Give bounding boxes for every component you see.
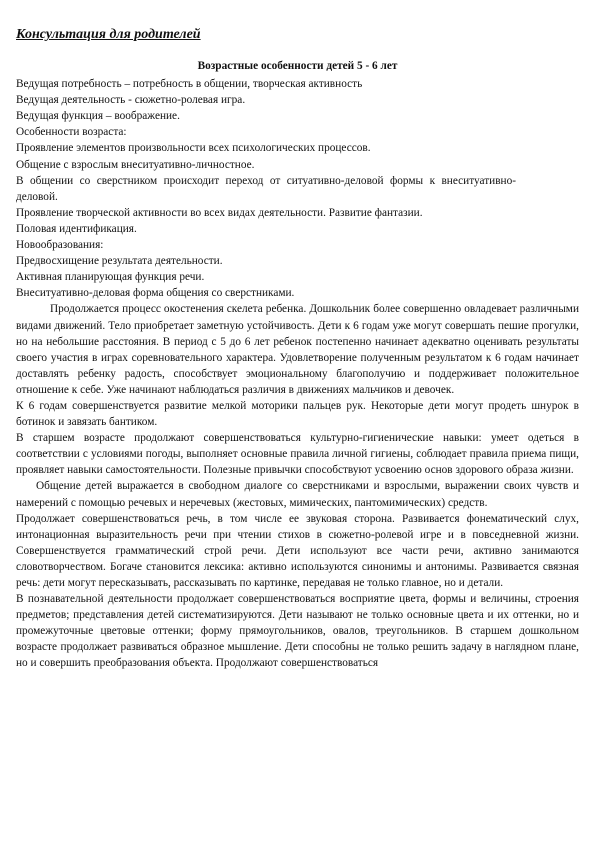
text-line: Предвосхищение результата деятельности. [16, 255, 223, 268]
text-line: Особенности возраста: [16, 126, 127, 139]
body-paragraph: К 6 годам совершенствуется развитие мелкой моторики пальцев рук. Некоторые дети могут продеть шнурок в ботинок и завязать бантиком. [16, 399, 579, 429]
section-heading: Возрастные особенности детей 5 - 6 лет [197, 60, 398, 72]
text-line: Активная планирующая функция речи. [16, 271, 205, 284]
text-line: Новообразования: [16, 239, 104, 252]
body-paragraph: Общение детей выражается в свободном диалоге со сверстниками и взрослыми, выражении своих чувств и намерений с помощью речевых и неречевых (жестовых, мимических, пантомимических) средств. [16, 480, 579, 509]
body-paragraph: В познавательной деятельности продолжает совершенствоваться восприятие цвета, формы и величины, строения предметов; представления детей систематизируются. Дети называют не только основные цвета и их оттенки, но и промежуточные цветовые оттенки; форму прямоугольников, овалов, треугольников. В старшем дошкольном возрасте продолжает развиваться образное мышление. Дети способны не только решить задачу в наглядном плане, но и совершить преобразования объекта. Продолжают совершенствоваться [16, 593, 579, 670]
text-line: Ведущая потребность – потребность в общении, творческая активность [16, 78, 363, 91]
text-line: Ведущая функция – воображение. [16, 110, 180, 123]
document-title: Консультация для родителей [16, 27, 201, 42]
text-line: Половая идентификация. [16, 222, 137, 235]
text-line: Общение с взрослым внеситуативно-личностное. [16, 158, 255, 171]
text-line: Проявление элементов произвольности всех психологических процессов. [16, 142, 371, 155]
text-line: Проявление творческой активности во всех видах деятельности. Развитие фантазии. [16, 206, 423, 219]
text-line: Внеситуативно-деловая форма общения со сверстниками. [16, 287, 295, 300]
body-paragraph: В старшем возрасте продолжают совершенствоваться культурно-гигиенические навыки: умеет одеться в соответствии с условиями погоды, выполняет основные правила личной гигиены, соблюдает правила приема пищи, проявляет навыки самостоятельности. Полезные привычки способствуют усвоению основ здорового образа жизни. [16, 432, 579, 477]
body-paragraph: Продолжает совершенствоваться речь, в том числе ее звуковая сторона. Развивается фонематический слух, интонационная выразительность речи при чтении стихов в сюжетно-ролевой игре и в повседневной жизни. Совершенствуется грамматический строй речи. Дети используют все части речи, активно занимаются словотворчеством. Богаче становится лексика: активно используются синонимы и антонимы. Развивается связная речь: дети могут пересказывать, рассказывать по картинке, передавая не только главное, но и детали. [16, 512, 579, 589]
body-paragraph: Продолжается процесс окостенения скелета ребенка. Дошкольник более совершенно овладевает различными видами движений. Тело приобретает заметную устойчивость. Дети к 6 годам уже могут совершать пешие прогулки, но на небольшие расстояния. В период с 5 до 6 лет ребенок постепенно начинает адекватно оценивать результаты своего участия в играх соревновательного характера. Удовлетворение полученным результатом к 6 годам начинает доставлять ребенку радость, способствует эмоциональному благополучию и поддерживает положительное отношение к себе. Уже начинают наблюдаться различия в движениях мальчиков и девочек. [16, 303, 579, 396]
text-line: Ведущая деятельность - сюжетно-ролевая игра. [16, 94, 246, 107]
text-line: В общении со сверстником происходит переход от ситуативно-деловой формы к внеситуативно-деловой. [16, 174, 516, 203]
